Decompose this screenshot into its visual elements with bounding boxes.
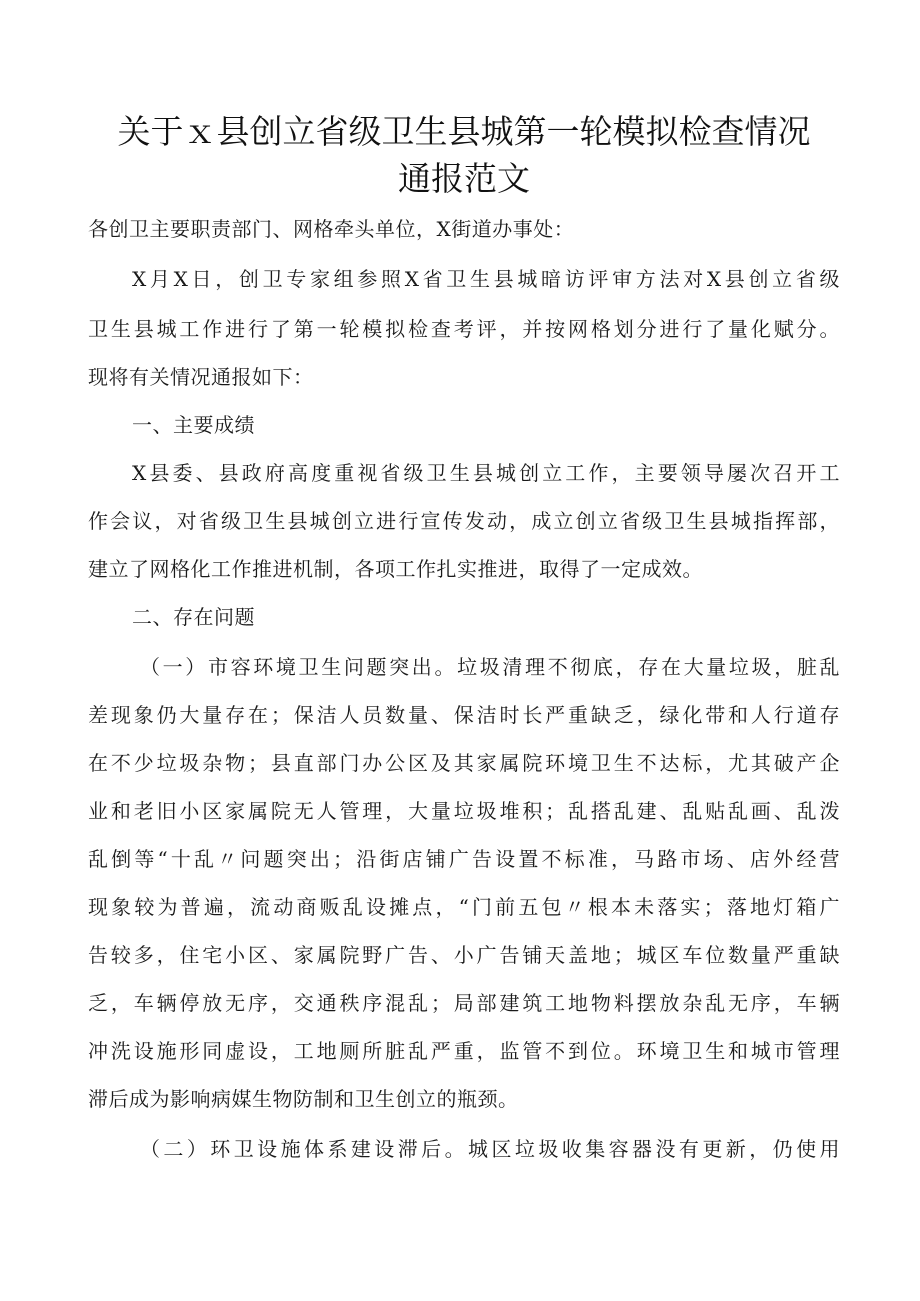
body-line: 建立了网格化工作推进机制，各项工作扎实推进，取得了一定成效。 [88, 557, 703, 581]
body-line: 卫生县城工作进行了第一轮模拟检查考评，并按网格划分进行了量化赋分。 [88, 317, 840, 341]
body-line: 冲洗设施形同虚设，工地厕所脏乱严重，监管不到位。环境卫生和城市管理 [88, 1039, 840, 1063]
body-line: 业和老旧小区家属院无人管理，大量垃圾堆积；乱搭乱建、乱贴乱画、乱泼 [88, 799, 840, 823]
body-line: 现将有关情况通报如下： [88, 365, 314, 389]
body-line: 滞后成为影响病媒生物防制和卫生创立的瓶颈。 [88, 1087, 519, 1111]
body-line: 乏，车辆停放无序，交通秩序混乱；局部建筑工地物料摆放杂乱无序，车辆 [88, 991, 840, 1015]
section-heading: 二、存在问题 [132, 605, 255, 629]
body-line: 现象较为普遍，流动商贩乱设摊点，“门前五包〃根本未落实；落地灯箱广 [88, 895, 840, 919]
body-line: 乱倒等“十乱〃问题突出；沿街店铺广告设置不标准，马路市场、店外经营 [88, 847, 840, 871]
body-line: 差现象仍大量存在；保洁人员数量、保洁时长严重缺乏，绿化带和人行道存 [88, 703, 840, 727]
document-title-line-2: 通报范文 [398, 159, 530, 198]
document-title-line-1: 关于ｘ县创立省级卫生县城第一轮模拟检查情况 [117, 112, 811, 151]
body-line: （一）市容环境卫生问题突出。垃圾清理不彻底，存在大量垃圾，脏乱 [140, 655, 840, 679]
body-line: 在不少垃圾杂物；县直部门办公区及其家属院环境卫生不达标，尤其破产企 [88, 751, 840, 775]
body-line: X月X日，创卫专家组参照X省卫生县城暗访评审方法对X县创立省级 [132, 267, 840, 291]
body-line: （二）环卫设施体系建设滞后。城区垃圾收集容器没有更新，仍使用 [140, 1137, 840, 1161]
salutation: 各创卫主要职责部门、网格牵头单位，X街道办事处： [88, 217, 575, 241]
body-line: 告较多，住宅小区、家属院野广告、小广告铺天盖地；城区车位数量严重缺 [88, 943, 840, 967]
section-heading: 一、主要成绩 [132, 413, 255, 437]
body-line: 作会议，对省级卫生县城创立进行宣传发动，成立创立省级卫生县城指挥部， [88, 509, 840, 533]
body-line: X县委、县政府高度重视省级卫生县城创立工作，主要领导屡次召开工 [132, 461, 840, 485]
